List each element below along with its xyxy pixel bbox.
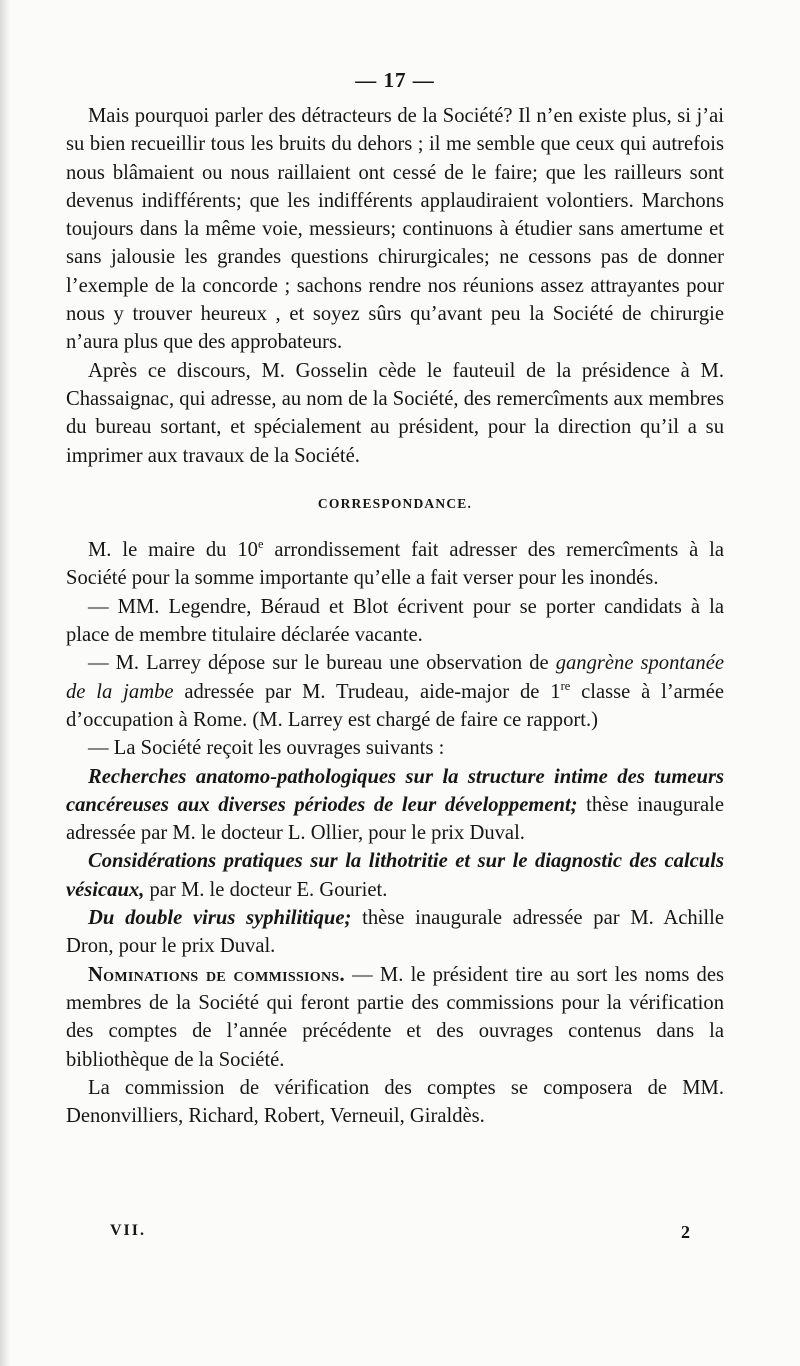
text-run: — M. le président tire au sort les noms des membres de la Société qui feront partie des commissions pour la vérification des comptes de l’année précédente et des ouvrages contenus dans la bibliothèque de la Société. [66, 963, 724, 1071]
paragraph-commission-comptes: La commission de vérification des comptes se composera de MM. Denonvilliers, Richard, Robert, Verneuil, Giraldès. [66, 1076, 724, 1128]
text-run: arrondissement fait adresser des remercîments à la Société pour la somme importante qu’elle a fait verser pour les inondés. [66, 539, 724, 590]
signature-mark: VII. [110, 1222, 147, 1239]
superscript: e [257, 537, 264, 552]
text-run: thèse inaugurale adressée par M. le docteur L. Ollier, pour le prix Duval. [66, 793, 724, 845]
page-number: — 17 — [355, 68, 435, 92]
superscript: re [560, 678, 571, 693]
body-text [66, 102, 724, 1130]
paragraph-speech-end: Mais pourquoi parler des détracteurs de la Société? Il n’en existe plus, si j’ai su bien recueillir tous les bruits du dehors ; il me semble que ceux qui autrefois nous blâmaient ou nous raillaient ont cessé de le faire; que les railleurs sont devenus indifférents; que les indifférents applaudiraient volontiers. Marchons toujours dans la même voie, messieurs; continuons à étudier sans amertume et sans jalousie les grandes questions chirurgicales; ne cessons pas de donner l’exemple de la concorde ; sachons rendre nos réunions assez attrayantes pour nous y trouver heureux , et soyez sûrs qu’avant peu la Société de chirurgie n’aura plus que des approbateurs. [66, 105, 724, 354]
paragraph-maire [66, 536, 724, 593]
text-run: — M. Larrey dépose sur le bureau une observation de [88, 652, 556, 675]
section-heading-correspondance: CORRESPONDANCE. [317, 495, 473, 511]
paragraph-commissions [66, 961, 724, 1074]
paragraph-ollier [66, 763, 724, 848]
italic-title: Du double virus syphilitique; [88, 907, 352, 930]
sheet-number: 2 [681, 1222, 690, 1242]
run-in-heading: Nominations de commissions. [88, 963, 345, 986]
italic-title: Considérations pratiques sur la lithotritie et sur le diagnostic des calculs vésicaux, [66, 850, 724, 901]
text-run: thèse inaugurale adressée par M. Achille Dron, pour le prix Duval. [66, 907, 724, 958]
page-footer [66, 1222, 724, 1243]
paragraph-ouvrages: — La Société reçoit les ouvrages suivants : [88, 737, 445, 760]
text-run: M. le maire du 10 [88, 539, 258, 562]
paragraph-presidency: Après ce discours, M. Gosselin cède le fauteuil de la présidence à M. Chassaignac, qui adresse, au nom de la Société, des remercîments aux membres du bureau sortant, et spécialement au président, pour la direction qu’il a su imprimer aux travaux de la Société. [66, 359, 724, 467]
paragraph-gouriet [66, 847, 724, 904]
paragraph-candidats: — MM. Legendre, Béraud et Blot écrivent pour se porter candidats à la place de membre titulaire déclarée vacante. [66, 595, 724, 647]
text-run: par M. le docteur E. Gouriet. [144, 878, 388, 901]
paragraph-dron [66, 904, 724, 961]
italic-title: Recherches anatomo-pathologiques sur la structure intime des tumeurs cancéreuses aux diverses périodes de leur développement; [66, 765, 724, 816]
text-run: adressée par M. Trudeau, aide-major de 1 [173, 680, 561, 703]
italic-title: gangrène spontanée de la jambe [66, 652, 724, 703]
text-run: classe à l’armée d’occupation à Rome. (M. Larrey est chargé de faire ce rapport.) [66, 680, 724, 731]
paragraph-larrey [66, 649, 724, 734]
